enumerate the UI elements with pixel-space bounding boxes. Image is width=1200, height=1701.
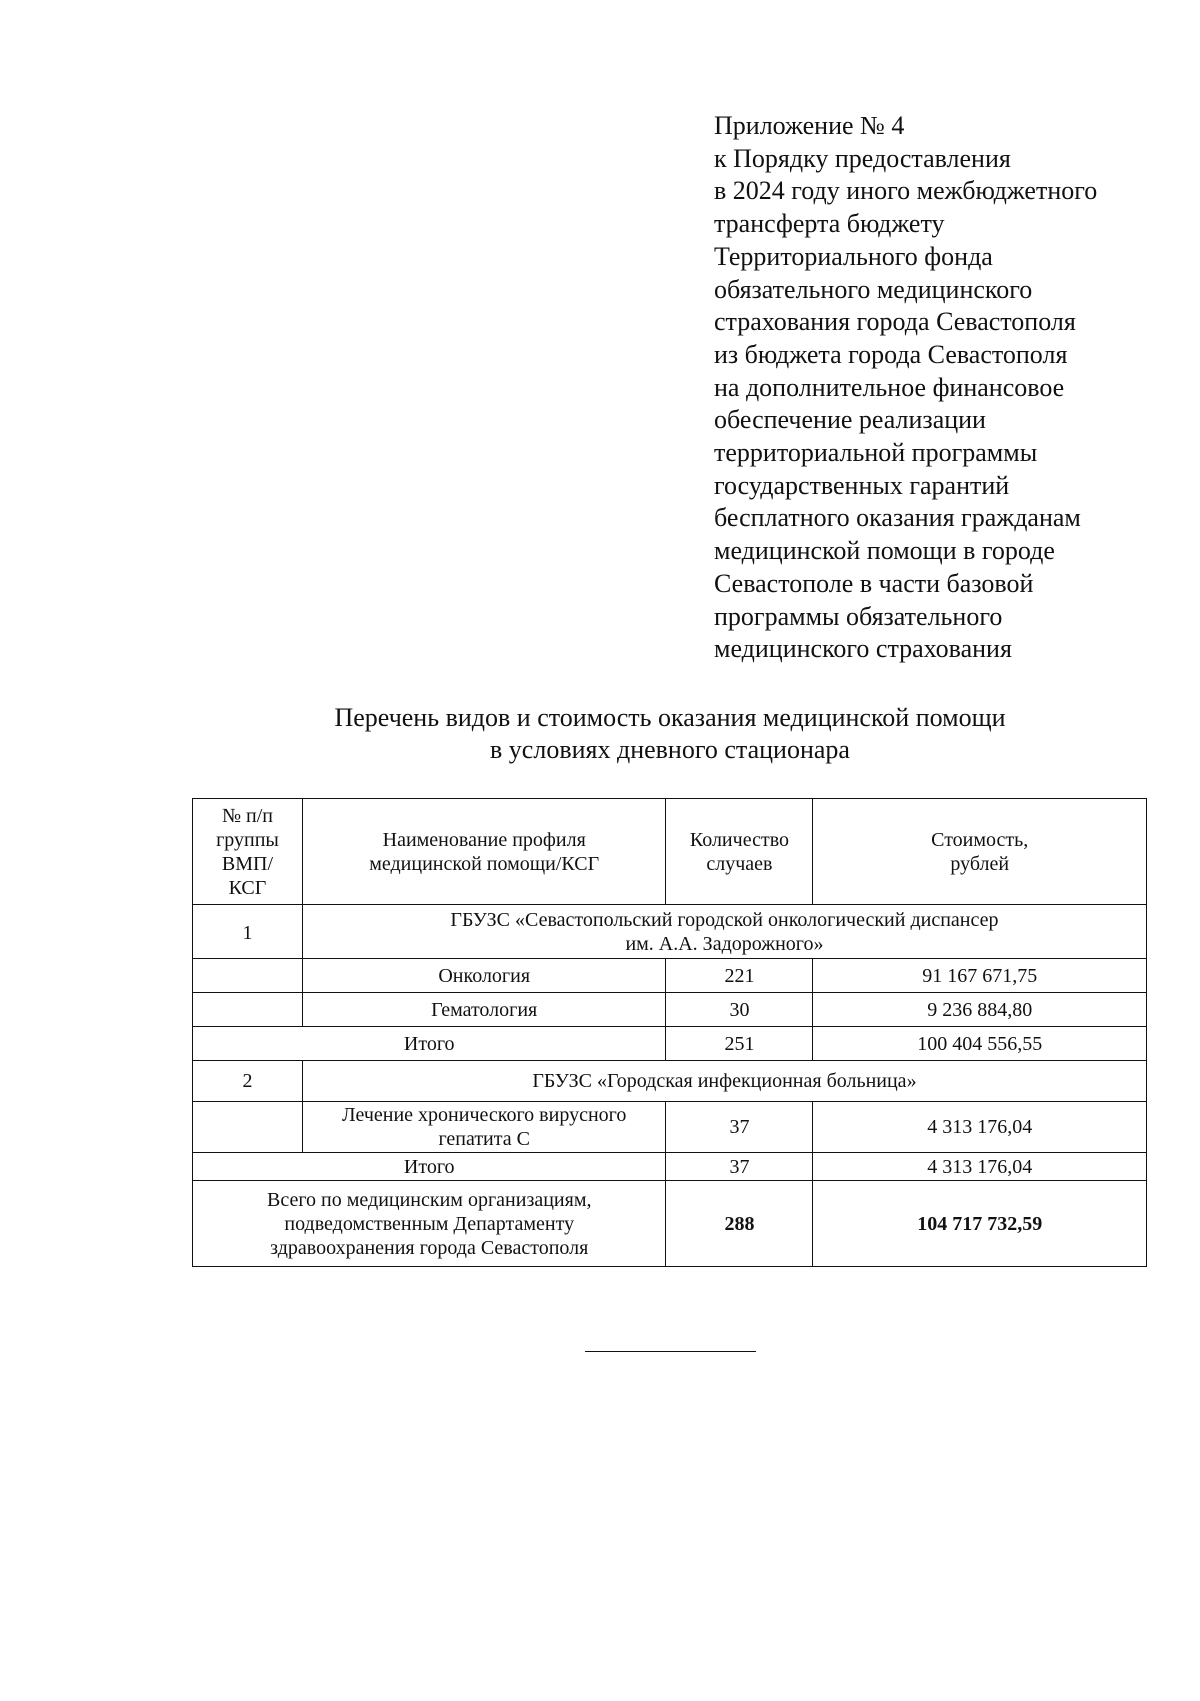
header-text: Стоимость, [931, 828, 1029, 851]
header-text: случаев [706, 852, 773, 875]
subtotal-label: Итого [193, 1153, 666, 1181]
title-line: в условиях дневного стационара [490, 735, 850, 764]
header-text: Наименование профиля [382, 828, 586, 851]
subtotal-row [193, 1153, 1147, 1181]
header-text: ВМП/ [221, 852, 274, 875]
appendix-line: медицинского страхования [714, 634, 1012, 664]
org-num: 1 [193, 905, 303, 959]
cost-value: 9 236 884,80 [813, 993, 1147, 1027]
org-name [302, 905, 1146, 959]
profile-name [302, 1102, 666, 1153]
header-text: КСГ [228, 876, 267, 899]
org-name-line: им. А.А. Задорожного» [625, 932, 824, 955]
appendix-line: Приложение № 4 [714, 111, 905, 140]
subtotal-cost: 4 313 176,04 [813, 1153, 1147, 1181]
grand-total-line: Всего по медицинским организациям, [267, 1188, 592, 1211]
header-text: рублей [950, 852, 1010, 875]
table-row [193, 959, 1147, 993]
appendix-line: обеспечение реализации [714, 405, 986, 435]
org-name: ГБУЗС «Городская инфекционная больница» [302, 1061, 1146, 1102]
separator-line [585, 1351, 756, 1352]
empty-cell [193, 1102, 303, 1153]
appendix-line: к Порядку предоставления [714, 143, 1011, 173]
services-table [192, 798, 1147, 1267]
org-name-line: ГБУЗС «Севастопольский городской онкологический диспансер [450, 908, 999, 931]
appendix-line: обязательного медицинского [714, 274, 1033, 304]
header-cost [813, 799, 1147, 905]
grand-total-label [193, 1181, 666, 1267]
org-row [193, 1061, 1147, 1102]
appendix-line: бесплатного оказания гражданам [714, 503, 1081, 533]
header-num [193, 799, 303, 905]
appendix-block [714, 110, 1184, 666]
appendix-line: трансферта бюджету [714, 209, 945, 239]
org-row [193, 905, 1147, 959]
grand-total-line: подведомственным Департаменту [284, 1212, 575, 1235]
appendix-line: Севастополе в части базовой [714, 568, 1034, 598]
profile-name: Гематология [302, 993, 666, 1027]
empty-cell [193, 959, 303, 993]
subtotal-row [193, 1027, 1147, 1061]
grand-total-line: здравоохранения города Севастополя [270, 1236, 589, 1259]
appendix-line: из бюджета города Севастополя [714, 339, 1068, 369]
document-title [190, 702, 1150, 766]
header-text: № п/п [221, 804, 273, 827]
cost-value: 4 313 176,04 [813, 1102, 1147, 1153]
subtotal-count: 37 [666, 1153, 813, 1181]
profile-name-line: гепатита С [438, 1128, 530, 1150]
table-row [193, 993, 1147, 1027]
header-name [302, 799, 666, 905]
header-text: Количество [689, 828, 789, 851]
grand-total-count: 288 [666, 1181, 813, 1267]
header-text: группы [216, 828, 279, 851]
table-row [193, 1102, 1147, 1153]
appendix-line: территориальной программы [714, 438, 1038, 468]
cost-value: 91 167 671,75 [813, 959, 1147, 993]
appendix-line: медицинской помощи в городе [714, 536, 1055, 566]
case-count: 221 [666, 959, 813, 993]
appendix-line: программы обязательного [714, 601, 1003, 631]
grand-total-row [193, 1181, 1147, 1267]
appendix-line: на дополнительное финансовое [714, 372, 1065, 402]
appendix-line: страхования города Севастополя [714, 307, 1076, 337]
subtotal-label: Итого [193, 1027, 666, 1061]
subtotal-cost: 100 404 556,55 [813, 1027, 1147, 1061]
org-num: 2 [193, 1061, 303, 1102]
header-count [666, 799, 813, 905]
case-count: 30 [666, 993, 813, 1027]
appendix-line: в 2024 году иного межбюджетного [714, 176, 1098, 206]
title-line: Перечень видов и стоимость оказания медицинской помощи [334, 703, 1006, 732]
appendix-line: государственных гарантий [714, 470, 1010, 500]
empty-cell [193, 993, 303, 1027]
profile-name: Онкология [302, 959, 666, 993]
header-row [193, 799, 1147, 905]
case-count: 37 [666, 1102, 813, 1153]
appendix-line: Территориального фонда [714, 241, 993, 271]
header-text: медицинской помощи/КСГ [369, 852, 600, 875]
grand-total-cost: 104 717 732,59 [813, 1181, 1147, 1267]
profile-name-line: Лечение хронического вирусного [342, 1104, 627, 1126]
subtotal-count: 251 [666, 1027, 813, 1061]
